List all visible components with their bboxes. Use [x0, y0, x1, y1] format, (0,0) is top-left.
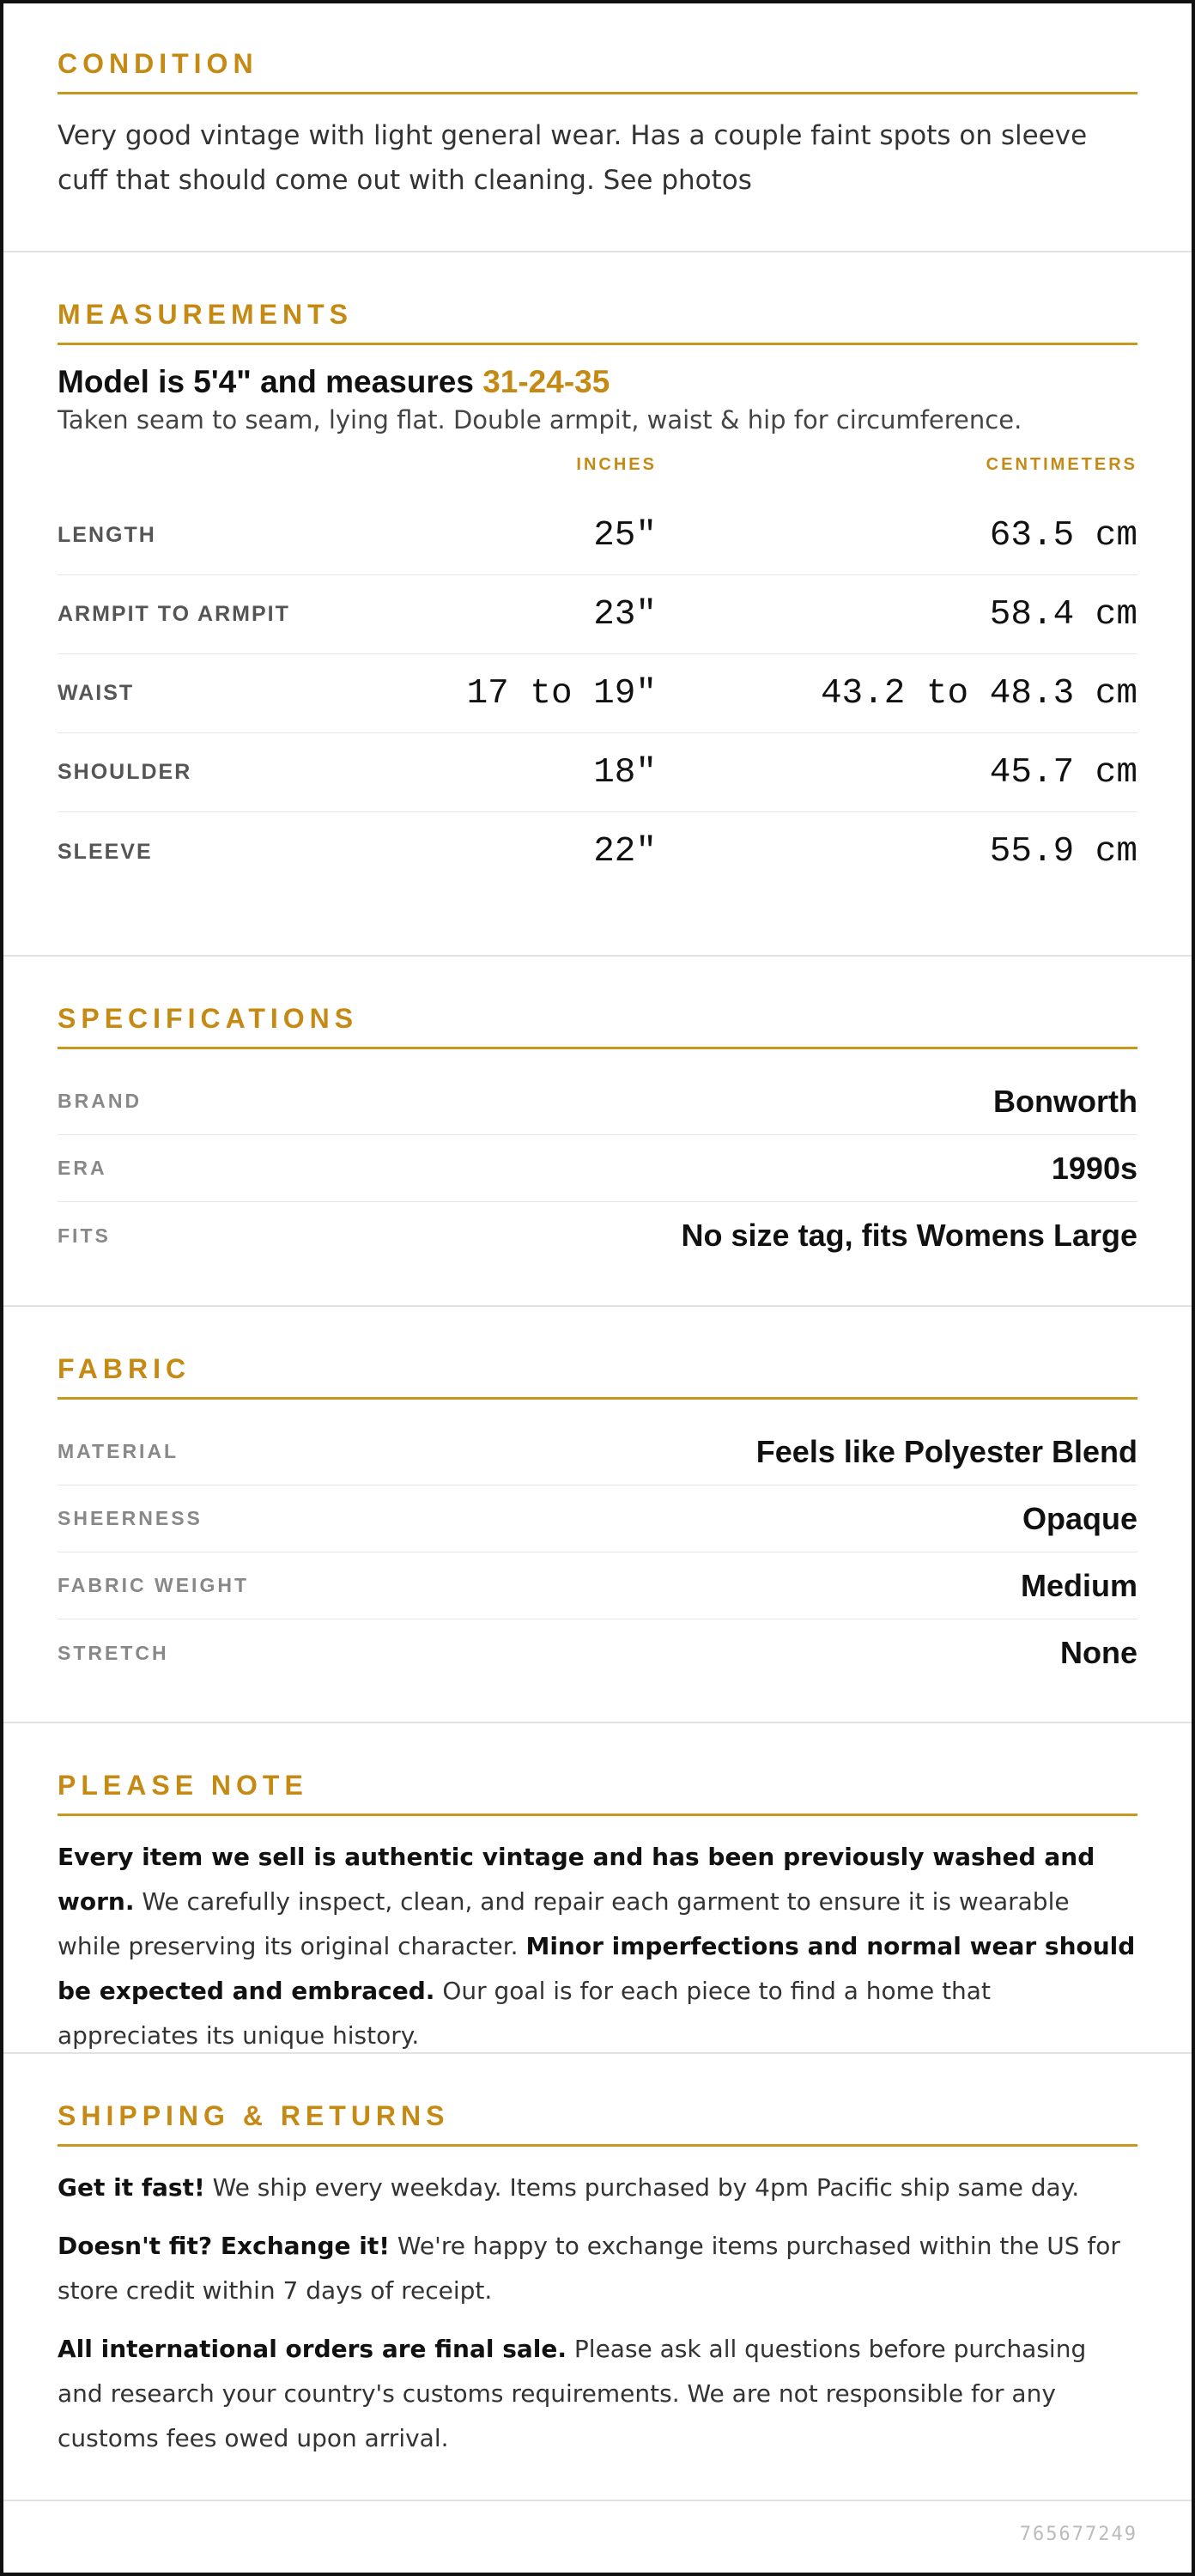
- please-note-heading: PLEASE NOTE: [58, 1770, 1137, 1816]
- spec-key: FITS: [58, 1224, 111, 1247]
- spec-value: Bonworth: [993, 1083, 1137, 1119]
- measurements-table: [58, 455, 1137, 891]
- shipping-heading: SHIPPING & RETURNS: [58, 2100, 1137, 2147]
- measurement-cm: 55.9 cm: [989, 832, 1137, 872]
- measurement-label: SLEEVE: [58, 839, 153, 864]
- spec-key: BRAND: [58, 1090, 143, 1112]
- spec-key: ERA: [58, 1157, 107, 1179]
- inches-column-header: INCHES: [576, 455, 657, 474]
- shipping-text-2: We're happy to exchange items purchased within the US for store credit within 7 days of receipt.: [58, 2232, 1120, 2305]
- shipping-bold-3: All international orders are final sale.: [58, 2335, 567, 2363]
- model-measures: 31-24-35: [482, 364, 610, 399]
- footer: [3, 2501, 1192, 2570]
- note-text-1: We carefully inspect, clean, and repair each garment to ensure it is wearable while preserving its original character.: [58, 1887, 1070, 1960]
- shipping-paragraph-1: [58, 2166, 1137, 2210]
- table-row: [58, 575, 1137, 654]
- shipping-text-1: We ship every weekday. Items purchased by 4pm Pacific ship same day.: [204, 2173, 1080, 2202]
- measurement-cm: 63.5 cm: [989, 515, 1137, 556]
- table-row: [58, 496, 1137, 575]
- condition-section: [3, 3, 1192, 252]
- measurement-inches: 17 to 19": [466, 673, 657, 714]
- note-bold-1: Every item we sell is authentic vintage and has been previously washed and worn.: [58, 1843, 1095, 1916]
- list-item: [58, 1619, 1137, 1686]
- measurement-label: ARMPIT TO ARMPIT: [58, 602, 290, 626]
- note-bold-2: Minor imperfections and normal wear should be expected and embraced.: [58, 1932, 1136, 2005]
- fabric-value: Opaque: [1022, 1500, 1137, 1536]
- measurement-note: Taken seam to seam, lying flat. Double armpit, waist & hip for circumference.: [58, 405, 1022, 434]
- measurement-label: LENGTH: [58, 523, 156, 547]
- measurements-section: [3, 252, 1192, 957]
- measurement-inches: 18": [593, 752, 657, 793]
- fabric-key: SHEERNESS: [58, 1507, 203, 1529]
- measurement-label: SHOULDER: [58, 760, 192, 784]
- measurement-label: WAIST: [58, 681, 135, 705]
- measurements-heading: MEASUREMENTS: [58, 299, 1137, 345]
- list-item: [58, 1419, 1137, 1485]
- measurement-inches: 23": [593, 594, 657, 635]
- model-info-prefix: Model is 5'4" and measures: [58, 364, 483, 399]
- fabric-value: Medium: [1020, 1567, 1137, 1603]
- please-note-text: [58, 1835, 1137, 2058]
- fabric-value: Feels like Polyester Blend: [755, 1433, 1137, 1469]
- list-item: [58, 1135, 1137, 1202]
- fabric-heading: FABRIC: [58, 1353, 1137, 1400]
- please-note-section: [3, 1723, 1192, 2054]
- fabric-key: STRETCH: [58, 1641, 169, 1664]
- shipping-returns-section: [3, 2054, 1192, 2501]
- list-item: [58, 1552, 1137, 1619]
- table-row: [58, 654, 1137, 733]
- shipping-bold-1: Get it fast!: [58, 2173, 205, 2202]
- note-text-2: Our goal is for each piece to find a home that appreciates its unique history.: [58, 1977, 991, 2050]
- condition-text: Very good vintage with light general wear. Has a couple faint spots on sleeve cuff that should come out with cleaning. See photos: [58, 120, 1088, 196]
- shipping-paragraph-2: [58, 2224, 1137, 2313]
- measurement-cm: 45.7 cm: [989, 752, 1137, 793]
- shipping-bold-2: Doesn't fit? Exchange it!: [58, 2232, 390, 2260]
- fabric-key: FABRIC WEIGHT: [58, 1574, 249, 1596]
- specifications-section: [3, 957, 1192, 1307]
- measurements-table-header: [58, 455, 1137, 496]
- specifications-heading: SPECIFICATIONS: [58, 1003, 1137, 1049]
- measurement-inches: 22": [593, 832, 657, 872]
- centimeters-column-header: CENTIMETERS: [986, 455, 1137, 474]
- measurement-cm: 43.2 to 48.3 cm: [820, 673, 1137, 714]
- item-id: 765677249: [1019, 2524, 1137, 2545]
- list-item: [58, 1068, 1137, 1135]
- shipping-text-3: Please ask all questions before purchasing and research your country's customs requirements. We are not responsible for any customs fees owed upon arrival.: [58, 2335, 1087, 2452]
- shipping-paragraph-3: [58, 2327, 1137, 2461]
- spec-value: 1990s: [1051, 1150, 1137, 1186]
- fabric-value: None: [1060, 1635, 1137, 1670]
- list-item: [58, 1202, 1137, 1269]
- measurement-cm: 58.4 cm: [989, 594, 1137, 635]
- fabric-section: [3, 1307, 1192, 1723]
- fabric-key: MATERIAL: [58, 1440, 179, 1462]
- model-info: [58, 364, 1137, 400]
- table-row: [58, 812, 1137, 891]
- spec-value: No size tag, fits Womens Large: [681, 1218, 1137, 1253]
- measurement-inches: 25": [593, 515, 657, 556]
- table-row: [58, 733, 1137, 812]
- list-item: [58, 1485, 1137, 1552]
- condition-heading: CONDITION: [58, 48, 1137, 94]
